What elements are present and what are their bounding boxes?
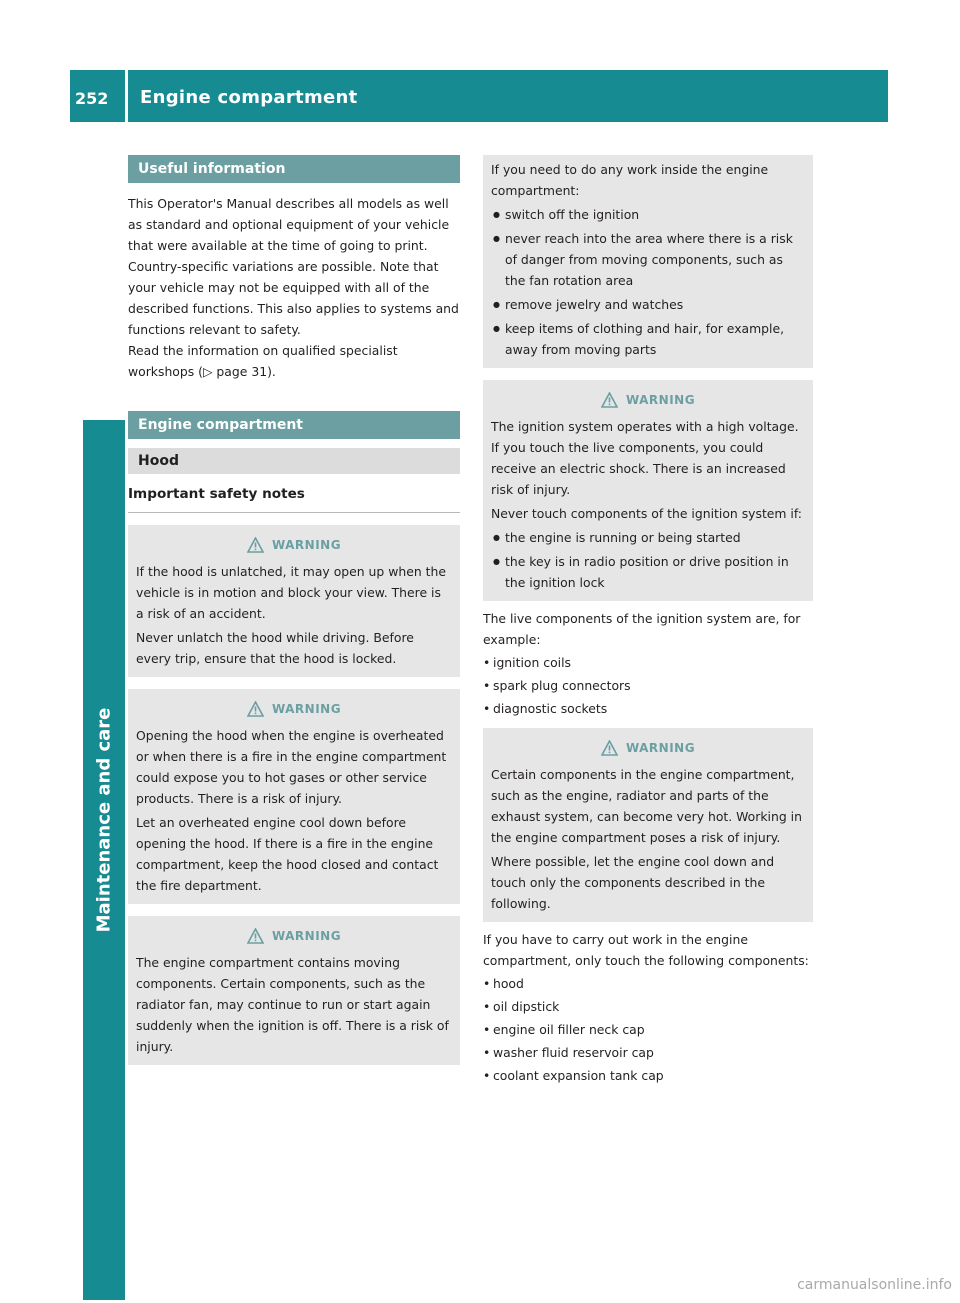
section-bar-useful-information: Useful information [128,155,460,183]
warning-text: The engine compartment contains moving components. Certain components, such as the radiator fan, may continue to run or start again suddenly when the ignition is off. There is a risk of injury. [136,955,449,1054]
warning-triangle-icon [247,701,264,717]
chapter-label-box [88,690,120,950]
warning-text: Where possible, let the engine cool down and touch only the components described in the following. [491,854,775,911]
warning-box-hot-components [483,728,813,922]
warning-label: WARNING [271,701,342,716]
warning-label: WARNING [625,392,696,407]
list-item: ● never reach into the area where there is a risk of danger from moving components, such as the fan rotation area [491,228,805,291]
warning-header [491,388,805,412]
warning-text: Opening the hood when the engine is overheated or when there is a fire in the engine compartment could expose you to hot gases or other service products. There is a risk of injury. [136,728,447,806]
warning-header [136,697,452,721]
section-bar-engine-compartment: Engine compartment [128,411,460,439]
warning-text: Let an overheated engine cool down before opening the hood. If there is a fire in the engine compartment, keep the hood closed and contact the fire department. [136,815,439,893]
work-intro: If you need to do any work inside the engine compartment: [491,162,769,198]
warning-box-ignition-voltage [483,380,813,601]
page-number: 252 [75,89,109,108]
list-item: • engine oil filler neck cap [483,1019,813,1040]
warning-box-moving-components [128,916,460,1065]
subsection-bar-hood: Hood [128,448,460,474]
warning-triangle-icon [601,740,618,756]
live-components-intro: The live components of the ignition system are, for example: [483,611,801,647]
chapter-label: Maintenance and care [93,707,115,933]
warning-box-hood-unlatched [128,525,460,677]
warning-box-overheated-engine [128,689,460,904]
warning-label: WARNING [625,740,696,755]
list-item: ● the engine is running or being started [491,527,805,548]
page-title: Engine compartment [140,87,358,108]
list-item: • ignition coils [483,652,813,673]
warning-label: WARNING [271,928,342,943]
list-item: • coolant expansion tank cap [483,1065,813,1086]
watermark-text: carmanualsonline.info [797,1277,952,1293]
header-divider [125,70,128,122]
list-item: ● the key is in radio position or drive position in the ignition lock [491,551,805,593]
list-item: ● switch off the ignition [491,204,805,225]
list-item: • oil dipstick [483,996,813,1017]
important-safety-notes-heading: Important safety notes [128,484,460,513]
list-item: • washer fluid reservoir cap [483,1042,813,1063]
engine-work-box [483,155,813,368]
list-item: ● remove jewelry and watches [491,294,805,315]
warning-text: Never touch components of the ignition system if: [491,506,802,521]
list-item: • hood [483,973,813,994]
list-item: • spark plug connectors [483,675,813,696]
warning-text: Never unlatch the hood while driving. Before every trip, ensure that the hood is locked. [136,630,414,666]
warning-triangle-icon [601,392,618,408]
warning-header [136,924,452,948]
warning-label: WARNING [271,537,342,552]
useful-info-workshop-paragraph: Read the information on qualified specialist workshops (▷ page 31). [128,343,398,379]
right-column [483,155,813,1086]
warning-text: The ignition system operates with a high voltage. If you touch the live components, you could receive an electric shock. There is an increased risk of injury. [491,419,799,497]
warning-text: If the hood is unlatched, it may open up when the vehicle is in motion and block your view. There is a risk of an accident. [136,564,446,621]
warning-text: Certain components in the engine compartment, such as the engine, radiator and parts of the exhaust system, can become very hot. Working in the engine compartment poses a risk of injury. [491,767,802,845]
list-item: • diagnostic sockets [483,698,813,719]
warning-header [136,533,452,557]
warning-triangle-icon [247,928,264,944]
touch-components-intro: If you have to carry out work in the engine compartment, only touch the following components: [483,932,809,968]
useful-info-paragraph: This Operator's Manual describes all models as well as standard and optional equipment of your vehicle that were available at the time of going to print. Country-specific variations are possible. Note that your vehicle may not be equipped with all of the described functions. This also applies to systems and functions relevant to safety. [128,196,459,337]
warning-header [491,736,805,760]
warning-triangle-icon [247,537,264,553]
left-column [128,155,460,1065]
list-item: ● keep items of clothing and hair, for example, away from moving parts [491,318,805,360]
